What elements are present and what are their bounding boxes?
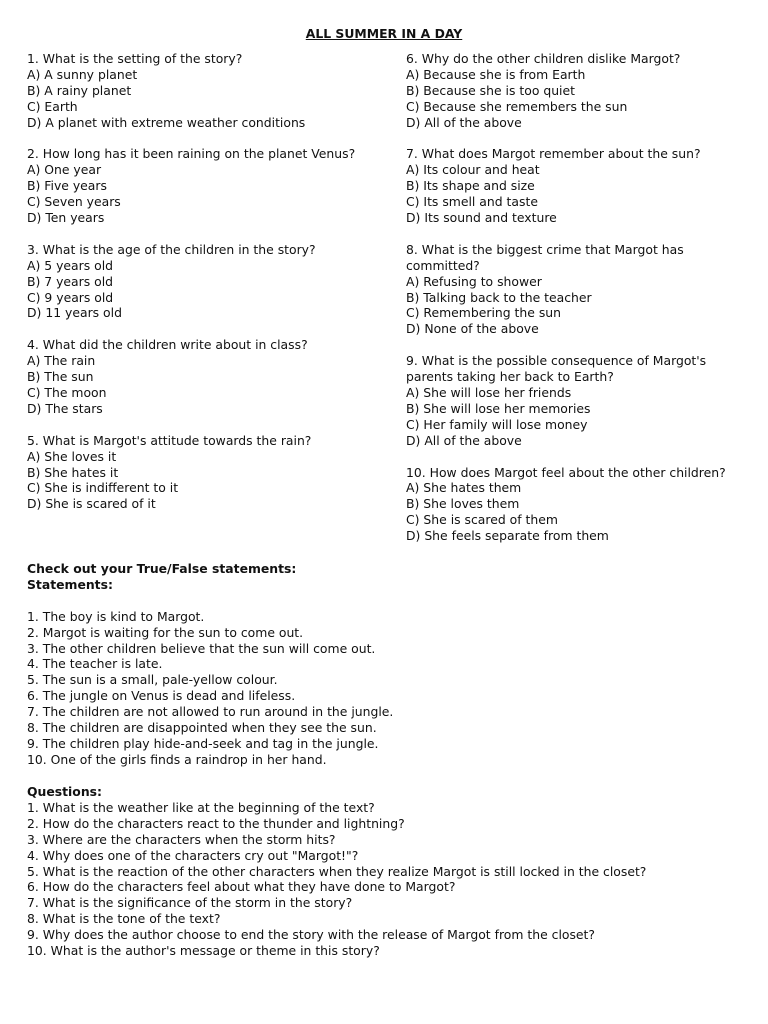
option-d: D) She is scared of it [27,496,156,512]
option-b: B) 7 years old [27,273,114,289]
question-item: 2. How do the characters react to the thunder and lightning? [27,815,405,831]
option-d: D) None of the above [406,321,539,337]
option-c: C) She is scared of them [406,512,558,528]
option-c: C) Because she remembers the sun [406,98,628,114]
option-d: D) All of the above [406,114,522,130]
questions-section [27,784,747,959]
option-a: A) The rain [27,353,96,369]
option-d: D) Ten years [27,210,105,226]
option-c: C) Its smell and taste [406,194,538,210]
question-text: 8. What is the biggest crime that Margot has committed? [406,241,684,273]
question-text: 1. What is the setting of the story? [27,51,243,66]
statements-heading: Statements: [27,576,113,592]
statement-item: 4. The teacher is late. [27,656,163,672]
question-text: 3. What is the age of the children in the story? [27,241,316,257]
mcq-right-column [406,51,746,560]
mcq-question-9 [406,353,746,448]
option-c: C) Earth [27,98,78,114]
mcq-question-8 [406,242,746,337]
question-text: 5. What is Margot's attitude towards the rain? [27,432,312,448]
question-text: 6. Why do the other children dislike Margot? [406,51,681,66]
question-item: 3. Where are the characters when the storm hits? [27,831,336,847]
question-item: 7. What is the significance of the storm in the story? [27,895,353,911]
option-b: B) The sun [27,369,94,385]
statement-item: 7. The children are not allowed to run around in the jungle. [27,704,394,720]
option-b: B) She loves them [406,496,520,512]
option-a: A) Its colour and heat [406,162,540,178]
option-a: A) Refusing to shower [406,273,542,289]
option-b: B) A rainy planet [27,82,132,98]
question-item: 1. What is the weather like at the beginning of the text? [27,799,375,815]
true-false-heading: Check out your True/False statements: [27,561,297,576]
option-a: A) A sunny planet [27,66,138,82]
question-text: 7. What does Margot remember about the sun? [406,146,701,162]
option-d: D) All of the above [406,432,522,448]
option-a: A) She loves it [27,448,117,464]
question-item: 5. What is the reaction of the other characters when they realize Margot is still locked in the closet? [27,863,647,879]
question-item: 4. Why does one of the characters cry out "Margot!"? [27,847,359,863]
statement-item: 8. The children are disappointed when they see the sun. [27,720,377,736]
mcq-question-4 [27,337,377,417]
option-b: B) She hates it [27,464,119,480]
statement-item: 2. Margot is waiting for the sun to come out. [27,624,304,640]
mcq-left-column [27,51,377,528]
option-c: C) Remembering the sun [406,305,561,321]
mcq-question-2 [27,146,377,226]
option-b: B) She will lose her memories [406,400,591,416]
option-a: A) She will lose her friends [406,384,572,400]
question-item: 8. What is the tone of the text? [27,911,221,927]
true-false-section [27,561,747,768]
option-d: D) 11 years old [27,305,122,321]
question-item: 6. How do the characters feel about what they have done to Margot? [27,879,456,895]
option-c: C) 9 years old [27,289,114,305]
option-b: B) Talking back to the teacher [406,289,592,305]
statement-item: 6. The jungle on Venus is dead and lifeless. [27,688,296,704]
question-text: 10. How does Margot feel about the other children? [406,464,726,480]
statement-item: 3. The other children believe that the sun will come out. [27,640,376,656]
question-item: 10. What is the author's message or theme in this story? [27,943,380,959]
option-a: A) One year [27,162,102,178]
mcq-question-1 [27,51,377,131]
questions-heading: Questions: [27,784,102,799]
question-text: 4. What did the children write about in class? [27,337,308,353]
mcq-question-5 [27,433,377,513]
option-c: C) Seven years [27,194,121,210]
question-item: 9. Why does the author choose to end the story with the release of Margot from the closet? [27,927,595,943]
option-b: B) Five years [27,178,107,194]
option-d: D) She feels separate from them [406,528,609,544]
option-b: B) Its shape and size [406,178,535,194]
option-d: D) The stars [27,400,103,416]
option-d: D) Its sound and texture [406,210,557,226]
option-c: C) The moon [27,384,107,400]
mcq-question-10 [406,465,746,545]
statement-item: 10. One of the girls finds a raindrop in her hand. [27,751,327,767]
mcq-question-7 [406,146,746,226]
statement-item: 5. The sun is a small, pale-yellow colour. [27,672,278,688]
mcq-question-3 [27,242,377,322]
option-d: D) A planet with extreme weather conditions [27,114,306,130]
statement-item: 9. The children play hide-and-seek and tag in the jungle. [27,735,379,751]
option-a: A) Because she is from Earth [406,66,586,82]
option-c: C) Her family will lose money [406,416,588,432]
mcq-question-6 [406,51,746,131]
statement-item: 1. The boy is kind to Margot. [27,608,205,624]
option-a: A) She hates them [406,480,522,496]
question-text: 9. What is the possible consequence of Margot's parents taking her back to Earth? [406,353,707,385]
option-b: B) Because she is too quiet [406,82,575,98]
question-text: 2. How long has it been raining on the planet Venus? [27,146,356,162]
document-title: ALL SUMMER IN A DAY [305,26,463,41]
option-c: C) She is indifferent to it [27,480,179,496]
option-a: A) 5 years old [27,257,113,273]
